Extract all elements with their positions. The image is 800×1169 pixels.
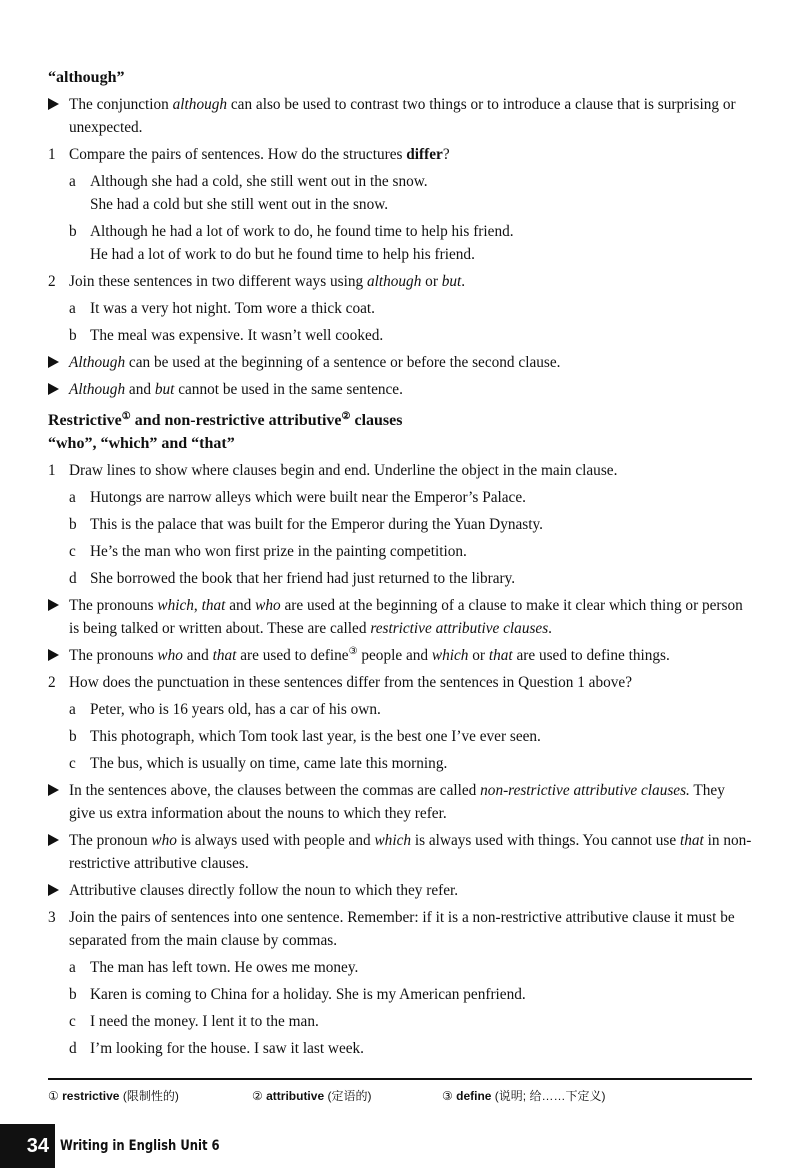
list-item: a Peter, who is 16 years old, has a car of his own. [69,701,381,718]
list-item: b The meal was expensive. It wasn’t well cooked. [69,327,384,344]
list-item: c He’s the man who won first prize in the painting competition. [69,543,467,560]
note-although-but: Although and but cannot be used in the same sentence. [48,378,752,401]
question-1-compare: 1 Compare the pairs of sentences. How do the structures differ? [48,146,450,163]
section-subheading: “who”, “which” and “that” [48,435,235,452]
note-follow-noun: Attributive clauses directly follow the noun to which they refer. [48,879,752,902]
list-item: a The man has left town. He owes me money. [69,959,359,976]
page-content [48,66,752,1060]
arrow-bullet-icon [48,93,66,117]
arrow-bullet-icon [48,779,66,803]
question-1-draw-lines: 1 Draw lines to show where clauses begin and end. Underline the object in the main clause. [48,462,618,479]
footnote-attributive: ② attributive (定语的) [252,1089,372,1103]
arrow-bullet-icon [48,351,66,375]
note-non-restrictive: In the sentences above, the clauses between the commas are called non-restrictive attributive clauses. They give us extra information about the nouns to which they refer. [48,779,752,825]
section-heading-although: “although” [48,69,125,86]
question-2-punctuation: 2 How does the punctuation in these sentences differ from the sentences in Question 1 above? [48,674,632,691]
arrow-bullet-icon [48,829,66,853]
arrow-bullet-icon [48,594,66,618]
list-item: b This photograph, which Tom took last year, is the best one I’ve ever seen. [69,728,541,745]
arrow-bullet-icon [48,644,66,668]
footnote-define: ③ define (说明; 给……下定义) [442,1089,606,1103]
note-who-which: The pronoun who is always used with people and which is always used with things. You cannot use that in non-restrictive attributive clauses. [48,829,752,875]
list-item: a Although she had a cold, she still went out in the snow. She had a cold but she still went out in the snow. [69,173,428,213]
list-item: b Karen is coming to China for a holiday. She is my American penfriend. [69,986,526,1003]
note-although-position: Although can be used at the beginning of a sentence or before the second clause. [48,351,752,374]
note-define: The pronouns who and that are used to define③ people and which or that are used to define things. [48,644,752,667]
list-item: a It was a very hot night. Tom wore a thick coat. [69,300,375,317]
list-item: d I’m looking for the house. I saw it last week. [69,1040,365,1057]
unit-title: Writing in English Unit 6 [60,1138,220,1154]
question-3-join: 3 Join the pairs of sentences into one sentence. Remember: if it is a non-restrictive attributive clause it must be separated from the main clause by commas. [48,909,735,949]
page-number: 34 [0,1124,55,1168]
list-item: d She borrowed the book that her friend had just returned to the library. [69,570,516,587]
page-footer [0,1124,800,1168]
footnote-restrictive: ① restrictive (限制性的) [48,1089,179,1103]
question-2-join: 2 Join these sentences in two different ways using although or but. [48,273,466,290]
note-although-contrast: The conjunction although can also be used to contrast two things or to introduce a clause that is surprising or unexpected. [48,93,752,139]
list-item: c The bus, which is usually on time, came late this morning. [69,755,448,772]
list-item: b This is the palace that was built for the Emperor during the Yuan Dynasty. [69,516,543,533]
footnotes [48,1078,752,1104]
note-restrictive-pronouns: The pronouns which, that and who are used at the beginning of a clause to make it clear which thing or person is being talked or written about. These are called restrictive attributive clauses. [48,594,752,640]
list-item: c I need the money. I lent it to the man. [69,1013,319,1030]
list-item: a Hutongs are narrow alleys which were built near the Emperor’s Palace. [69,489,526,506]
section-heading-clauses: Restrictive① and non-restrictive attributive② clauses [48,411,403,429]
list-item: b Although he had a lot of work to do, he found time to help his friend. He had a lot of work to do but he found time to help his friend. [69,223,514,263]
arrow-bullet-icon [48,879,66,903]
arrow-bullet-icon [48,378,66,402]
